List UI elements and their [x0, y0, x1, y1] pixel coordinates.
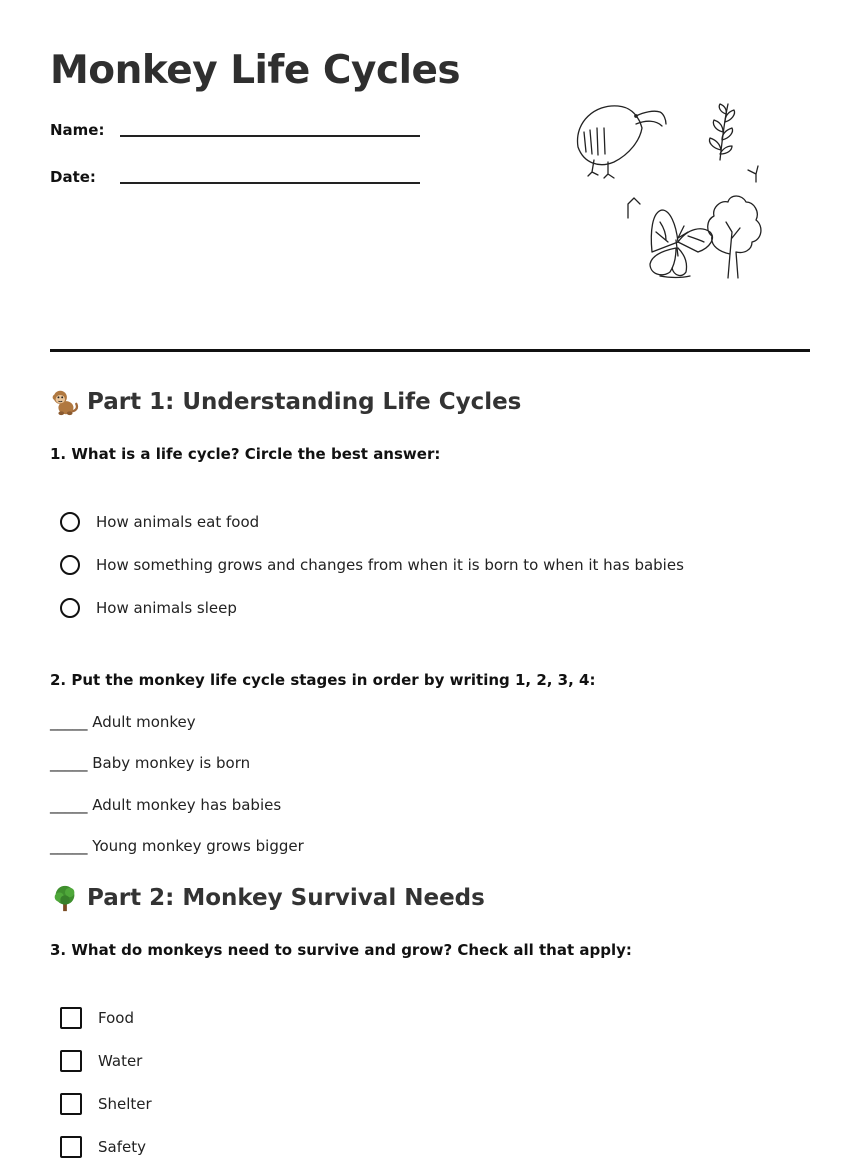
tree-icon [708, 196, 761, 278]
q1-option-1-label: How animals eat food [96, 513, 260, 531]
tree-icon [50, 883, 80, 913]
cycle-arrow-top-right [748, 166, 758, 182]
q3-option-food-label: Food [98, 1009, 134, 1027]
life-cycle-illustration [570, 92, 770, 292]
q1-option-3[interactable] [60, 595, 237, 621]
part2-heading [50, 883, 485, 913]
date-field[interactable] [50, 168, 420, 194]
q3-option-safety-label: Safety [98, 1138, 146, 1156]
worksheet-page [50, 0, 810, 1161]
radio-circle[interactable] [60, 512, 80, 532]
question-1-prompt: 1. What is a life cycle? Circle the best answer: [50, 445, 441, 463]
q1-option-2-label: How something grows and changes from when it is born to when it has babies [96, 556, 684, 574]
checkbox[interactable] [60, 1093, 82, 1115]
radio-circle[interactable] [60, 555, 80, 575]
name-write-line[interactable] [120, 135, 420, 137]
checkbox[interactable] [60, 1050, 82, 1072]
butterfly-icon [650, 210, 712, 275]
question-2-prompt: 2. Put the monkey life cycle stages in order by writing 1, 2, 3, 4: [50, 671, 596, 689]
question-3-prompt: 3. What do monkeys need to survive and grow? Check all that apply: [50, 941, 632, 959]
q3-option-safety[interactable] [60, 1134, 146, 1160]
order-item-4[interactable]: _____ Young monkey grows bigger [50, 837, 304, 855]
leafy-sprig-icon [709, 104, 734, 160]
part1-heading [50, 387, 521, 417]
q3-option-shelter[interactable] [60, 1091, 152, 1117]
cycle-arrow-left [628, 198, 640, 218]
kiwi-bird-icon [578, 106, 666, 178]
part1-heading-text: Part 1: Understanding Life Cycles [87, 389, 522, 415]
order-item-2[interactable]: _____ Baby monkey is born [50, 754, 251, 772]
order-item-3[interactable]: _____ Adult monkey has babies [50, 796, 282, 814]
date-write-line[interactable] [120, 182, 420, 184]
cycle-arrow-bottom [660, 276, 690, 278]
q3-option-water[interactable] [60, 1048, 142, 1074]
date-label: Date: [50, 168, 96, 186]
q1-option-3-label: How animals sleep [96, 599, 237, 617]
q3-option-shelter-label: Shelter [98, 1095, 152, 1113]
header-divider [50, 349, 810, 352]
order-item-1[interactable]: _____ Adult monkey [50, 713, 196, 731]
name-label: Name: [50, 121, 105, 139]
q3-option-water-label: Water [98, 1052, 143, 1070]
part2-heading-text: Part 2: Monkey Survival Needs [87, 885, 485, 911]
q1-option-2[interactable] [60, 552, 684, 578]
monkey-icon [50, 387, 80, 417]
checkbox[interactable] [60, 1007, 82, 1029]
radio-circle[interactable] [60, 598, 80, 618]
name-field[interactable] [50, 121, 420, 147]
q1-option-1[interactable] [60, 509, 259, 535]
q3-option-food[interactable] [60, 1005, 134, 1031]
checkbox[interactable] [60, 1136, 82, 1158]
page-title: Monkey Life Cycles [50, 48, 461, 93]
